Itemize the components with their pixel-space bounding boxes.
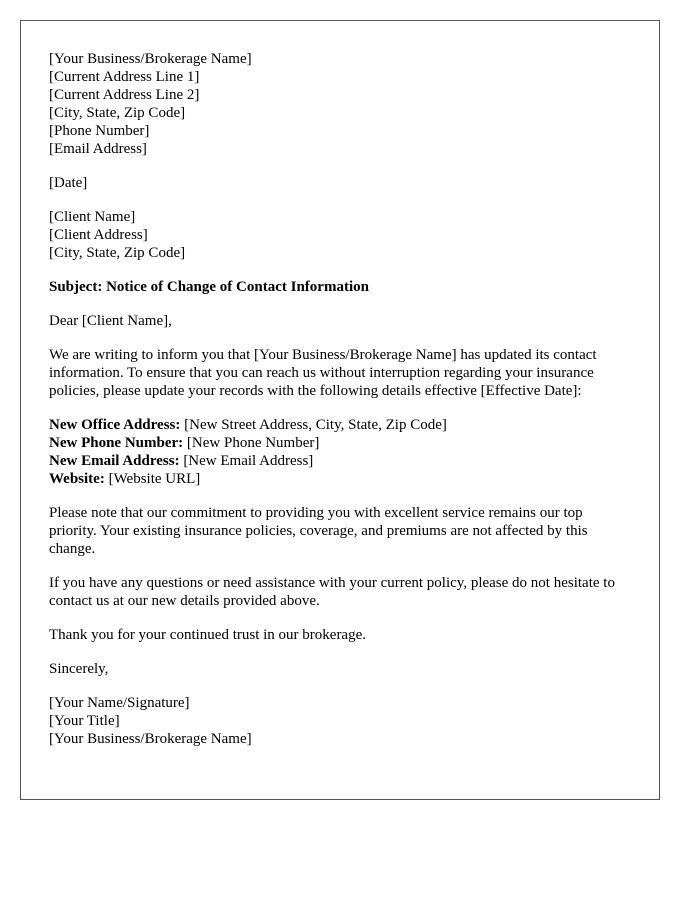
sender-address-line1: [Current Address Line 1]	[49, 69, 200, 85]
sender-block	[49, 50, 631, 158]
recipient-name: [Client Name]	[49, 209, 136, 225]
new-detail-row	[49, 470, 631, 488]
recipient-block	[49, 208, 631, 262]
new-detail-value: [New Email Address]	[179, 453, 314, 469]
new-detail-row	[49, 416, 631, 434]
new-detail-value: [New Phone Number]	[183, 435, 320, 451]
paragraph-commitment: Please note that our commitment to providing you with excellent service remains our top priority. Your existing insurance policies, coverage, and premiums are not affected by this change.	[49, 505, 588, 557]
sender-email: [Email Address]	[49, 141, 147, 157]
new-detail-row	[49, 452, 631, 470]
sender-city-state-zip: [City, State, Zip Code]	[49, 105, 186, 121]
paragraph-questions: If you have any questions or need assistance with your current policy, please do not hesitate to contact us at our new details provided above.	[49, 575, 615, 609]
letter-page	[20, 20, 660, 800]
salutation: Dear [Client Name],	[49, 313, 172, 329]
recipient-address: [Client Address]	[49, 227, 148, 243]
subject-line: Subject: Notice of Change of Contact Information	[49, 279, 369, 295]
new-detail-label: Website:	[49, 471, 105, 487]
new-detail-row	[49, 434, 631, 452]
new-detail-label: New Office Address:	[49, 417, 181, 433]
signature-title: [Your Title]	[49, 713, 120, 729]
recipient-city-state-zip: [City, State, Zip Code]	[49, 245, 186, 261]
date-block	[49, 174, 631, 192]
new-details-block	[49, 416, 631, 488]
signature-name: [Your Name/Signature]	[49, 695, 190, 711]
signature-business: [Your Business/Brokerage Name]	[49, 731, 252, 747]
closing: Sincerely,	[49, 661, 109, 677]
sender-name: [Your Business/Brokerage Name]	[49, 51, 252, 67]
new-detail-value: [Website URL]	[104, 471, 201, 487]
new-detail-label: New Phone Number:	[49, 435, 184, 451]
sender-phone: [Phone Number]	[49, 123, 150, 139]
new-detail-value: [New Street Address, City, State, Zip Code]	[180, 417, 447, 433]
new-detail-label: New Email Address:	[49, 453, 180, 469]
sender-address-line2: [Current Address Line 2]	[49, 87, 200, 103]
paragraph-thanks: Thank you for your continued trust in our brokerage.	[49, 627, 366, 643]
paragraph-intro: We are writing to inform you that [Your Business/Brokerage Name] has updated its contact information. To ensure that you can reach us without interruption regarding your insurance policies, please update your records with the following details effective [Effective Date]:	[49, 347, 597, 399]
signature-block	[49, 694, 631, 748]
letter-date: [Date]	[49, 175, 88, 191]
